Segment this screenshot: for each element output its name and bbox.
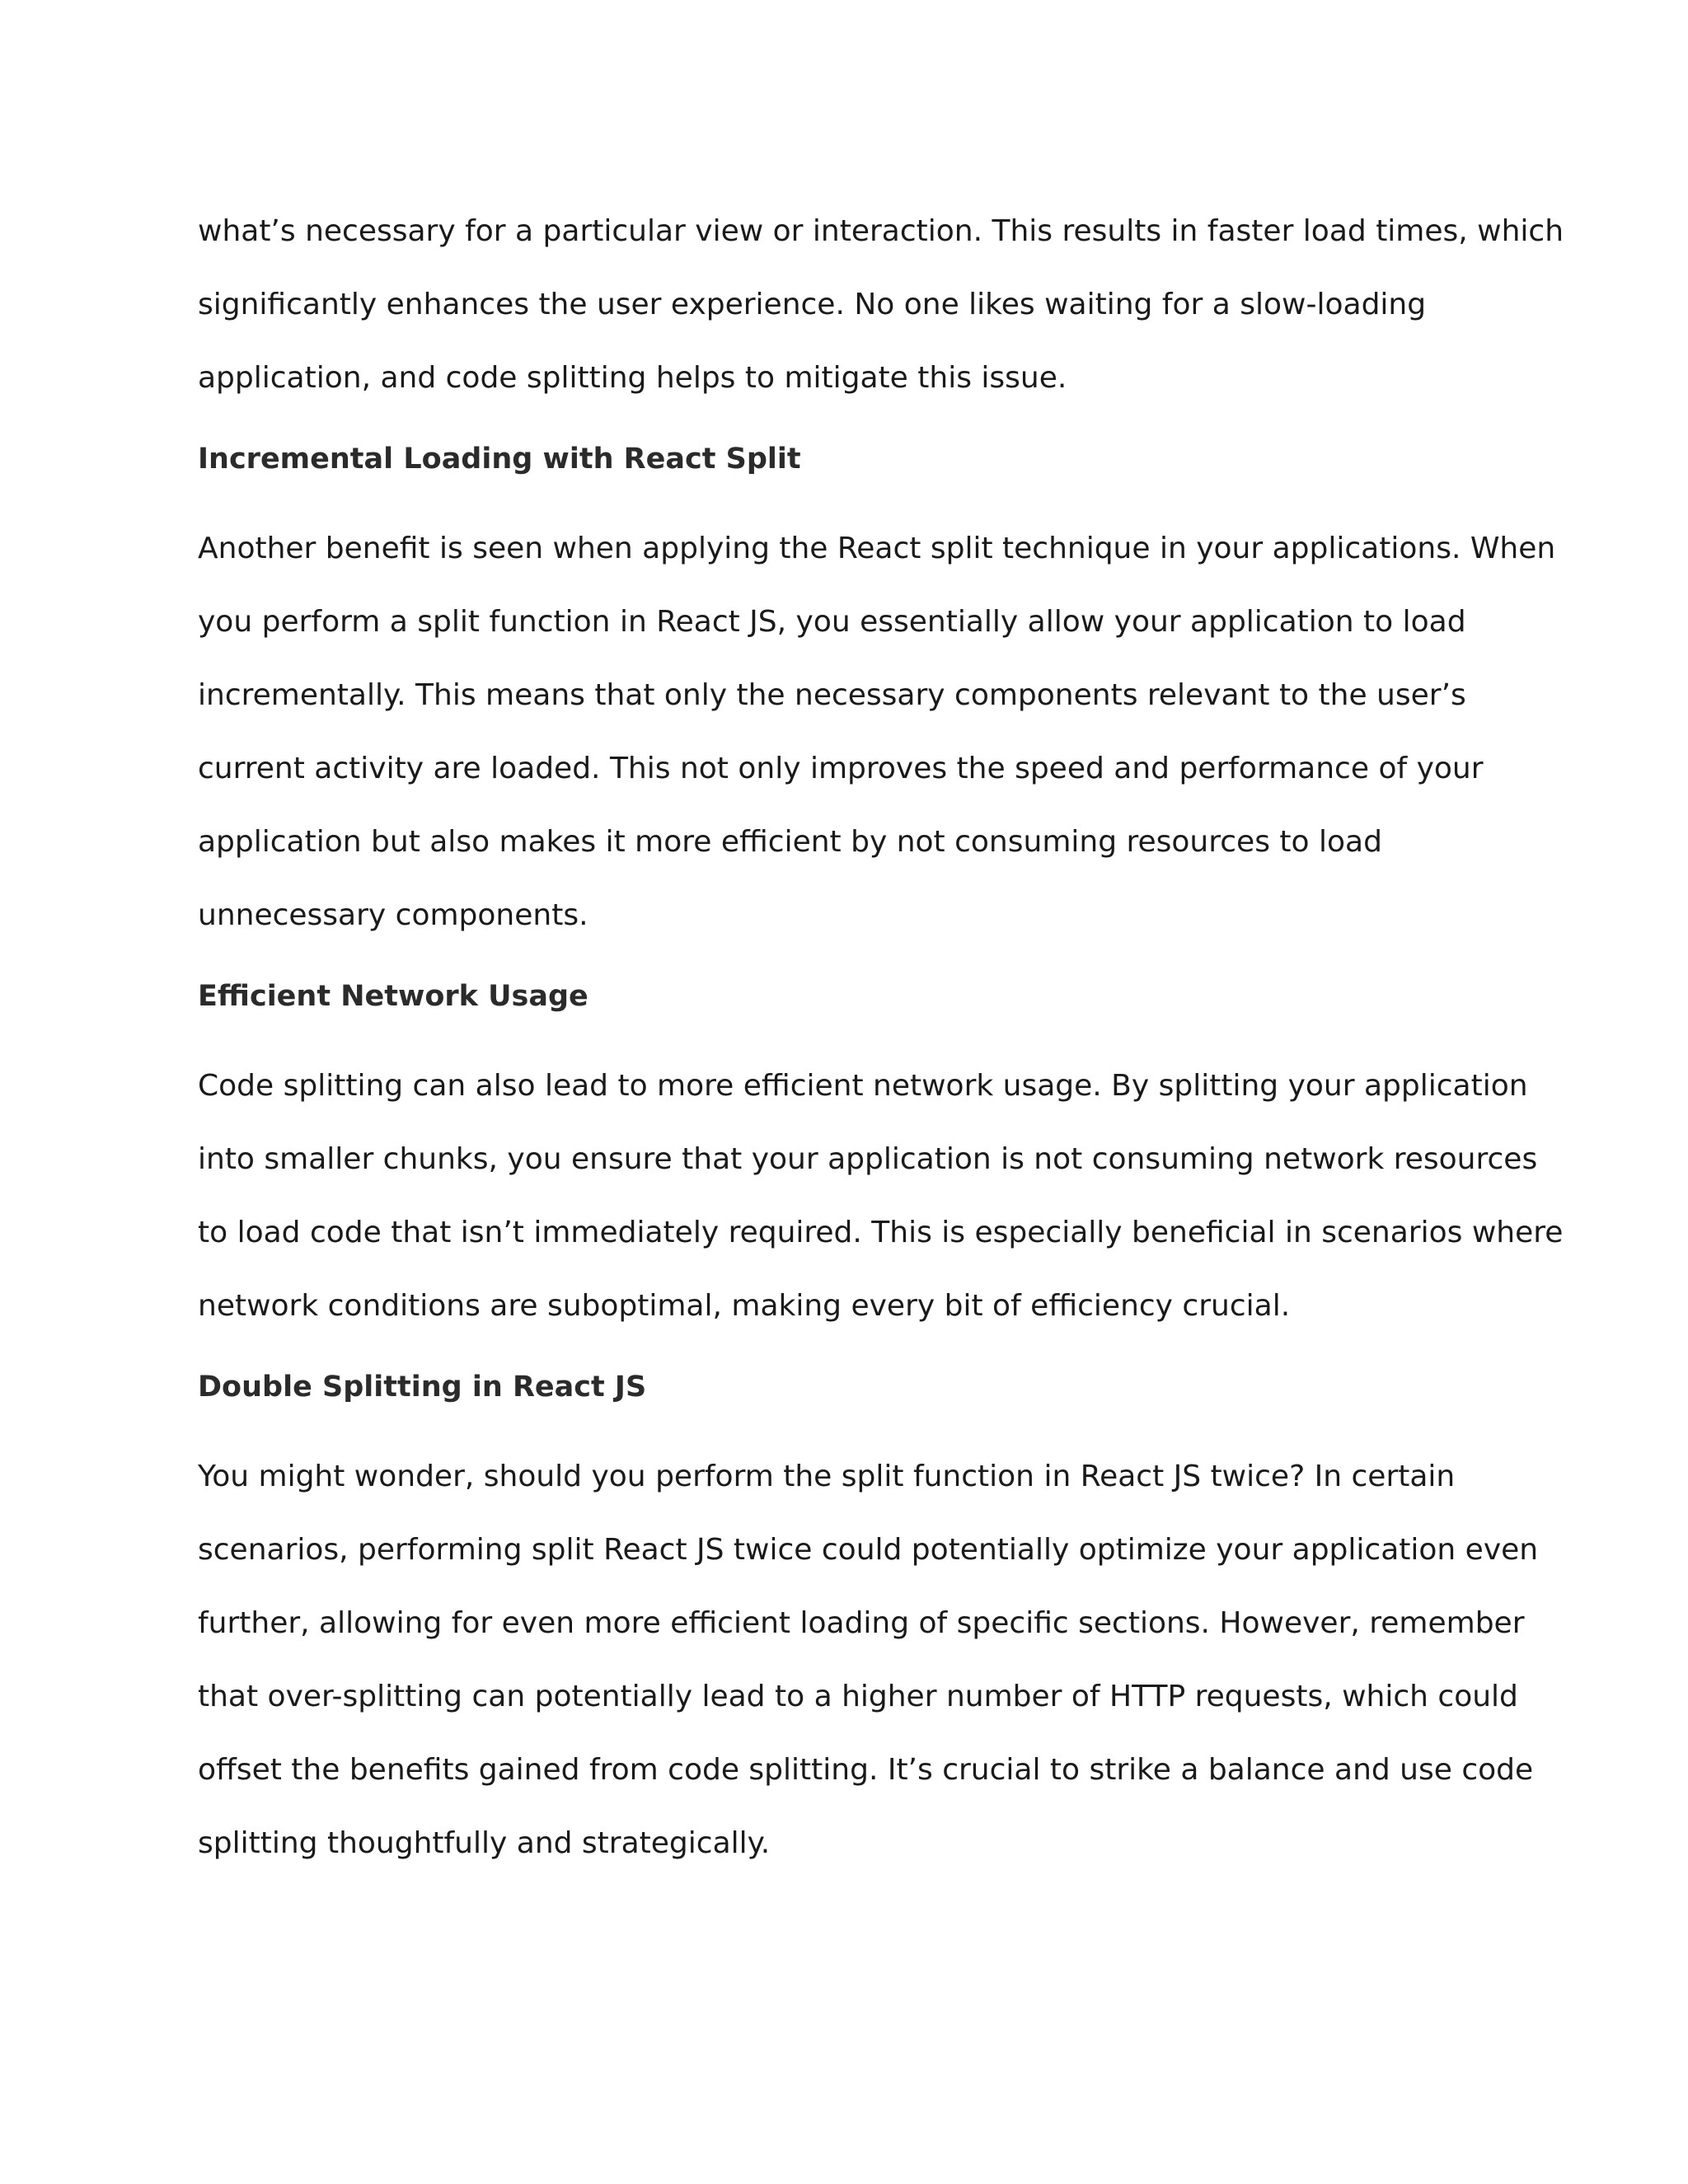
intro-paragraph xyxy=(198,194,1564,415)
paragraph-line: what’s necessary for a particular view or interaction. This results in faster load times, which xyxy=(198,214,1564,248)
document-page xyxy=(198,194,1564,1880)
section-heading-double-splitting: Double Splitting in React JS xyxy=(198,1371,647,1404)
paragraph-line: you perform a split function in React JS, you essentially allow your application to load xyxy=(198,605,1466,639)
section-paragraph-double-splitting xyxy=(198,1440,1539,1880)
paragraph-line: splitting thoughtfully and strategically. xyxy=(198,1826,771,1860)
paragraph-line: current activity are loaded. This not only improves the speed and performance of your xyxy=(198,752,1484,785)
paragraph-line: offset the benefits gained from code splitting. It’s crucial to strike a balance and use code xyxy=(198,1753,1534,1787)
paragraph-line: Another benefit is seen when applying the React split technique in your applications. When xyxy=(198,532,1556,565)
paragraph-line: that over-splitting can potentially lead to a higher number of HTTP requests, which could xyxy=(198,1680,1518,1713)
paragraph-line: Code splitting can also lead to more efficient network usage. By splitting your application xyxy=(198,1069,1528,1103)
paragraph-line: further, allowing for even more efficient loading of specific sections. However, remember xyxy=(198,1606,1525,1640)
paragraph-line: into smaller chunks, you ensure that your application is not consuming network resources xyxy=(198,1142,1538,1176)
section-heading-incremental-loading: Incremental Loading with React Split xyxy=(198,443,801,476)
paragraph-line: significantly enhances the user experience. No one likes waiting for a slow-loading xyxy=(198,288,1427,321)
paragraph-line: You might wonder, should you perform the split function in React JS twice? In certain xyxy=(198,1460,1456,1493)
paragraph-line: unnecessary components. xyxy=(198,898,588,932)
paragraph-line: incrementally. This means that only the necessary components relevant to the user’s xyxy=(198,678,1466,712)
section-paragraph-incremental-loading xyxy=(198,512,1556,952)
paragraph-line: application, and code splitting helps to mitigate this issue. xyxy=(198,361,1067,395)
section-paragraph-efficient-network xyxy=(198,1049,1564,1343)
paragraph-line: scenarios, performing split React JS twice could potentially optimize your application even xyxy=(198,1533,1539,1567)
paragraph-line: application but also makes it more efficient by not consuming resources to load xyxy=(198,825,1382,859)
paragraph-line: to load code that isn’t immediately required. This is especially beneficial in scenarios where xyxy=(198,1216,1564,1249)
section-heading-efficient-network: Efficient Network Usage xyxy=(198,980,588,1013)
paragraph-line: network conditions are suboptimal, making every bit of efficiency crucial. xyxy=(198,1289,1291,1323)
